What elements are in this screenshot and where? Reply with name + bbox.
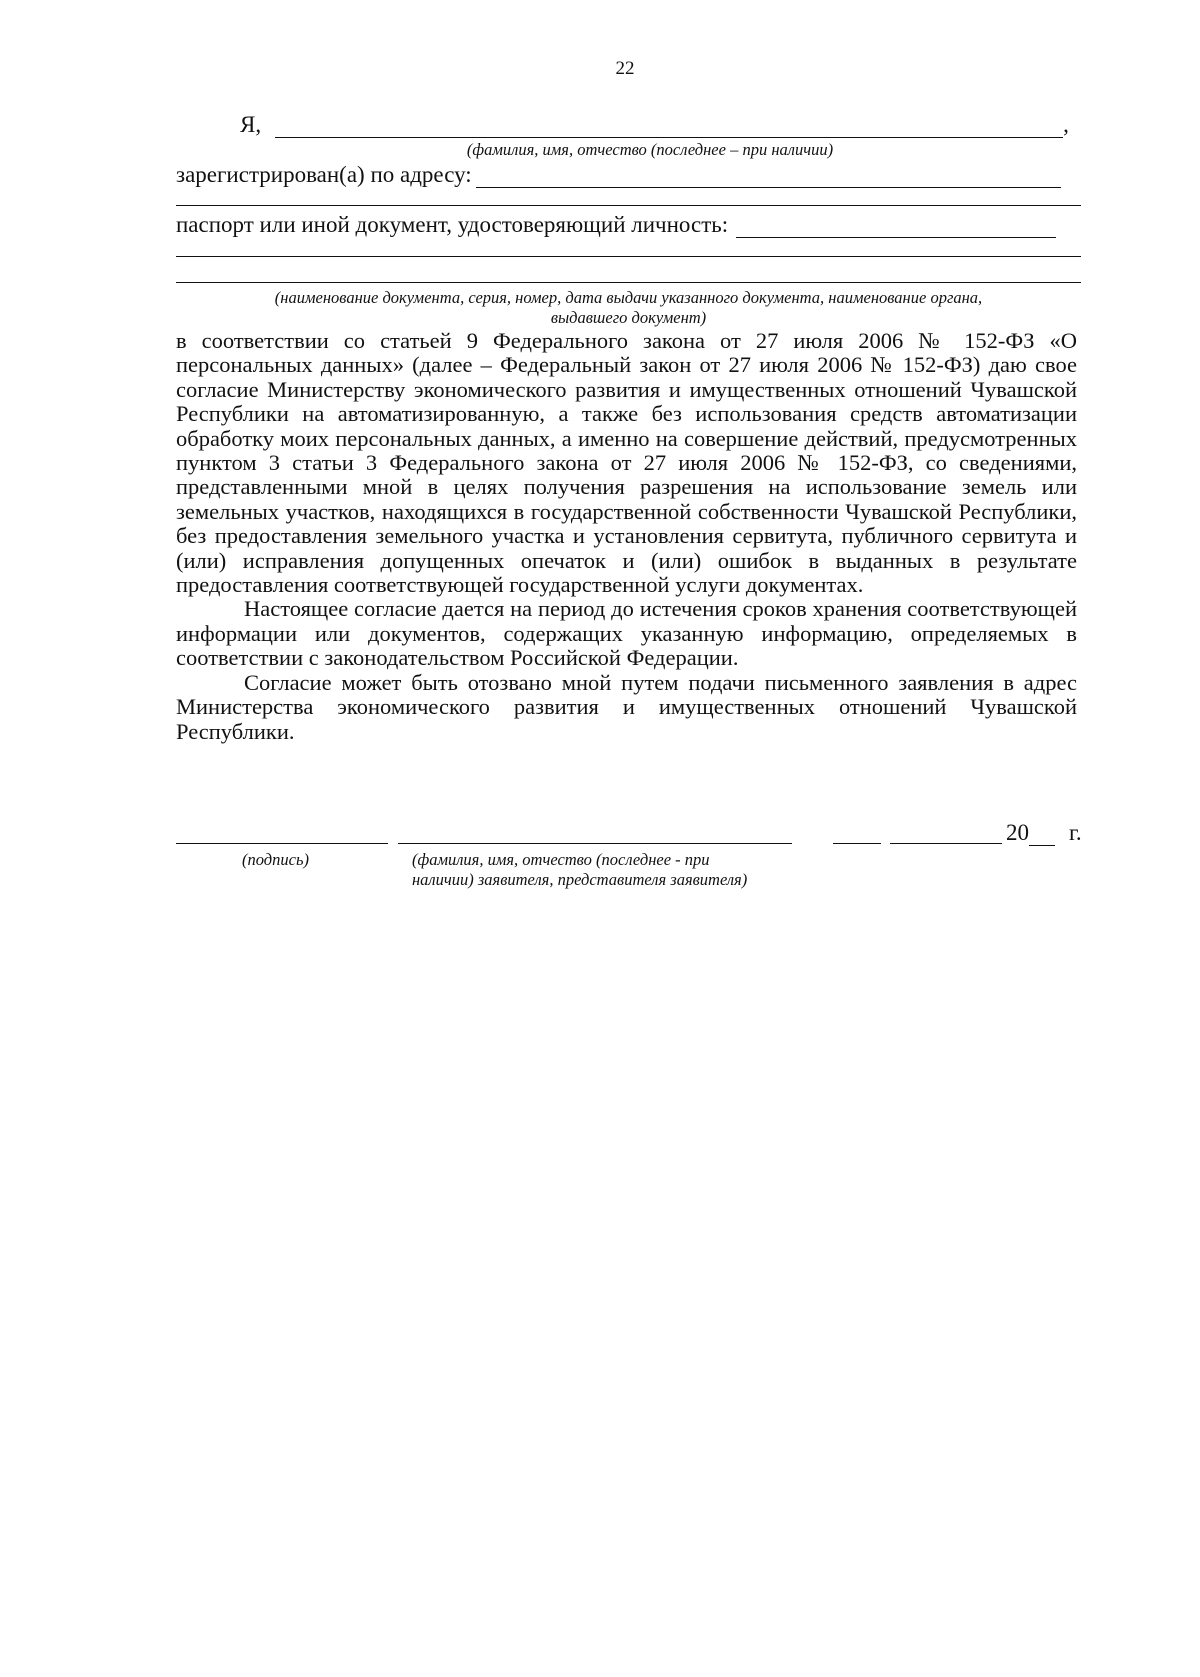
document-caption [176, 288, 1081, 328]
ya-comma: , [1063, 112, 1069, 137]
consent-paragraph-1: в соответствии со статьей 9 Федерального закона от 27 июля 2006 № 152-ФЗ «О персональных данных» (далее – Федеральный закон от 27 июля 2006 № 152-ФЗ) даю свое согласие Министерству экономического развития и имущественных отношений Чувашской Республики на автоматизированную, а также без использования средств автоматизации обработку моих персональных данных, а именно на совершение действий, предусмотренных пунктом 3 статьи 3 Федерального закона от 27 июля 2006 № 152-ФЗ, со сведениями, представленными мной в целях получения разрешения на использование земель или земельных участков, находящихся в государственной собственности Чувашской Республики, без предоставления земельного участка и установления сервитута, публичного сервитута и (или) исправления допущенных опечаток и (или) ошибок в выданных в результате предоставления соответствующей государственной услуги документах. [176, 328, 1077, 598]
address-row [176, 162, 1061, 188]
applicant-name-caption-line-2: наличии) заявителя, представителя заявителя) [412, 870, 748, 889]
address-label: зарегистрирован(а) по адресу: [176, 162, 472, 187]
year-prefix: 20 [1006, 820, 1029, 845]
name-row [240, 112, 1069, 138]
consent-paragraph-2: Настоящее согласие дается на период до истечения сроков хранения соответствующей информации или документов, содержащих указанную информацию, определяемых в соответствии с законодательством Российской Федерации. [176, 596, 1077, 671]
consent-text [176, 329, 1077, 744]
address-field-line-2[interactable] [176, 205, 1081, 206]
fio-caption: (фамилия, имя, отчество (последнее – при наличии) [466, 140, 834, 159]
year-field[interactable] [1029, 825, 1055, 846]
address-field[interactable] [476, 167, 1061, 188]
year-row [1006, 820, 1082, 846]
date-month-line[interactable] [890, 843, 1002, 844]
page-number: 22 [615, 58, 635, 79]
applicant-name-caption [412, 850, 747, 890]
passport-label: паспорт или иной документ, удостоверяющий личность: [176, 212, 729, 237]
applicant-name-line[interactable] [398, 843, 792, 844]
document-caption-line-2: выдавшего документ) [550, 308, 707, 327]
ya-label: Я, [240, 112, 262, 137]
date-day-line[interactable] [833, 843, 881, 844]
consent-paragraph-3: Согласие может быть отозвано мной путем подачи письменного заявления в адрес Министерства экономического развития и имущественных отношений Чувашской Республики. [176, 669, 1077, 744]
passport-row [176, 212, 1056, 238]
full-name-field[interactable] [275, 117, 1063, 138]
passport-field-line-3[interactable] [176, 282, 1081, 283]
document-caption-line-1: (наименование документа, серия, номер, дата выдачи указанного документа, наименование органа, [274, 288, 983, 307]
signature-line[interactable] [176, 843, 388, 844]
passport-field[interactable] [736, 217, 1056, 238]
signature-caption: (подпись) [242, 850, 309, 869]
passport-field-line-2[interactable] [176, 256, 1081, 257]
applicant-name-caption-line-1: (фамилия, имя, отчество (последнее - при [412, 850, 710, 869]
year-suffix: г. [1069, 820, 1082, 845]
